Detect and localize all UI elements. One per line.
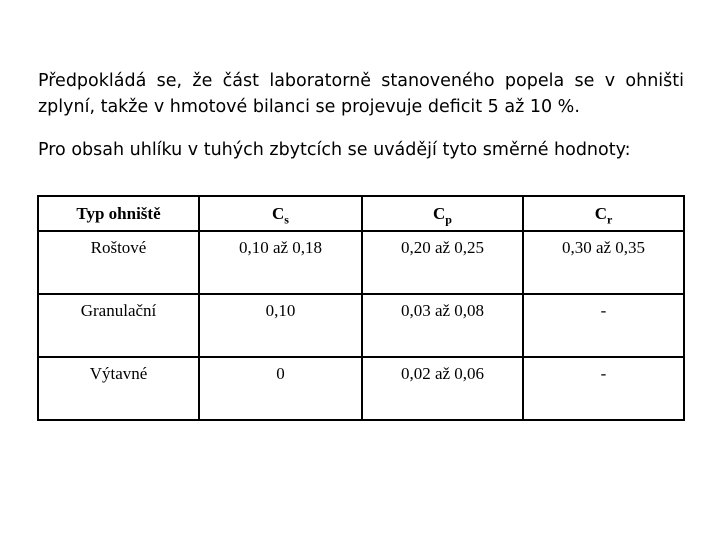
paragraph-carbon-intro: Pro obsah uhlíku v tuhých zbytcích se uvádějí tyto směrné hodnoty: [38,139,631,160]
carbon-content-table [37,195,685,421]
header-cell-cp [362,196,523,231]
header-cell-cr [523,196,684,231]
cell-vytavne-cp: 0,02 až 0,06 [362,357,523,420]
paragraph-ash-deficit-line-2: zplyní, takže v hmotové bilanci se projevuje deficit 5 až 10 %. [38,96,580,117]
cell-vytavne-cr: - [523,357,684,420]
cell-rostove-cp: 0,20 až 0,25 [362,231,523,294]
table-row-rostove [38,231,684,294]
cell-rostove-cr: 0,30 až 0,35 [523,231,684,294]
cell-granulacni-cp: 0,03 až 0,08 [362,294,523,357]
header-cs-base: C [272,203,285,223]
header-cell-typ-ohniste: Typ ohniště [38,196,199,231]
table-row-granulacni [38,294,684,357]
cell-rostove-type: Roštové [38,231,199,294]
header-cs-subscript: s [284,211,289,226]
table-row-vytavne [38,357,684,420]
header-cp-base: C [433,203,446,223]
cell-vytavne-cs: 0 [199,357,362,420]
paragraph-ash-deficit [38,68,684,120]
header-cr-base: C [594,203,607,223]
cell-vytavne-type: Výtavné [38,357,199,420]
table-header-row [38,196,684,231]
cell-granulacni-cr: - [523,294,684,357]
header-cr-subscript: r [606,211,613,226]
header-cp-subscript: p [445,211,452,226]
cell-granulacni-type: Granulační [38,294,199,357]
cell-rostove-cs: 0,10 až 0,18 [199,231,362,294]
header-cell-cs [199,196,362,231]
paragraph-ash-deficit-line-1: Předpokládá se, že část laboratorně stanoveného popela se v ohništi [38,70,684,91]
cell-granulacni-cs: 0,10 [199,294,362,357]
